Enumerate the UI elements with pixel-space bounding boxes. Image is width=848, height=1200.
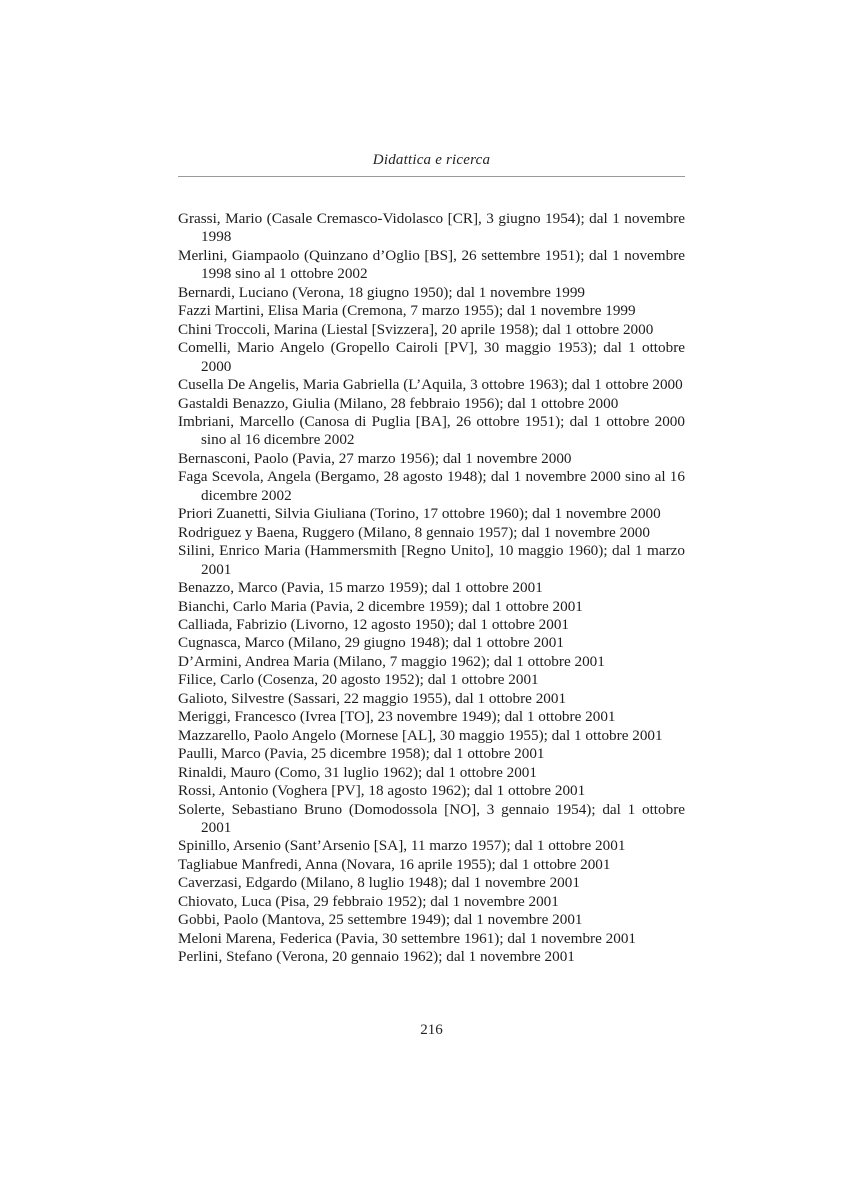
list-entry: Grassi, Mario (Casale Cremasco-Vidolasco [CR], 3 giugno 1954); dal 1 novembre 1998 (178, 210, 685, 246)
list-entry: Cusella De Angelis, Maria Gabriella (L’Aquila, 3 ottobre 1963); dal 1 ottobre 2000 (178, 376, 683, 394)
list-entry: Silini, Enrico Maria (Hammersmith [Regno Unito], 10 maggio 1960); dal 1 marzo 2001 (178, 542, 685, 578)
header-rule (178, 176, 685, 177)
list-entry: Gastaldi Benazzo, Giulia (Milano, 28 febbraio 1956); dal 1 ottobre 2000 (178, 394, 619, 412)
list-entry: Perlini, Stefano (Verona, 20 gennaio 1962); dal 1 novembre 2001 (178, 948, 575, 966)
page-content (178, 152, 685, 967)
list-entry: Imbriani, Marcello (Canosa di Puglia [BA], 26 ottobre 1951); dal 1 ottobre 2000 sino al 16 dicembre 2002 (178, 412, 685, 449)
list-entry: Bernasconi, Paolo (Pavia, 27 marzo 1956); dal 1 novembre 2000 (178, 449, 572, 467)
list-entry: Caverzasi, Edgardo (Milano, 8 luglio 1948); dal 1 novembre 2001 (178, 874, 580, 892)
running-head: Didattica e ricerca (372, 152, 491, 168)
page-number: 216 (420, 1022, 443, 1038)
list-entry: Galioto, Silvestre (Sassari, 22 maggio 1955), dal 1 ottobre 2001 (178, 689, 567, 707)
list-entry: Meloni Marena, Federica (Pavia, 30 settembre 1961); dal 1 novembre 2001 (178, 929, 637, 947)
list-entry: Benazzo, Marco (Pavia, 15 marzo 1959); dal 1 ottobre 2001 (178, 579, 543, 597)
list-entry: Paulli, Marco (Pavia, 25 dicembre 1958); dal 1 ottobre 2001 (178, 745, 545, 763)
list-entry: Cugnasca, Marco (Milano, 29 giugno 1948); dal 1 ottobre 2001 (178, 634, 564, 652)
list-entry: Comelli, Mario Angelo (Gropello Cairoli [PV], 30 maggio 1953); dal 1 ottobre 2000 (178, 339, 685, 375)
list-entry: Bernardi, Luciano (Verona, 18 giugno 1950); dal 1 novembre 1999 (178, 283, 586, 301)
entry-list (178, 210, 685, 967)
list-entry: Rossi, Antonio (Voghera [PV], 18 agosto 1962); dal 1 ottobre 2001 (178, 782, 586, 800)
list-entry: Chiovato, Luca (Pisa, 29 febbraio 1952); dal 1 novembre 2001 (178, 892, 559, 910)
list-entry: Mazzarello, Paolo Angelo (Mornese [AL], 30 maggio 1955); dal 1 ottobre 2001 (178, 726, 663, 744)
list-entry: Tagliabue Manfredi, Anna (Novara, 16 aprile 1955); dal 1 ottobre 2001 (178, 855, 611, 873)
list-entry: D’Armini, Andrea Maria (Milano, 7 maggio 1962); dal 1 ottobre 2001 (178, 652, 605, 670)
list-entry: Rinaldi, Mauro (Como, 31 luglio 1962); dal 1 ottobre 2001 (178, 763, 537, 781)
list-entry: Bianchi, Carlo Maria (Pavia, 2 dicembre 1959); dal 1 ottobre 2001 (178, 597, 583, 615)
list-entry: Calliada, Fabrizio (Livorno, 12 agosto 1950); dal 1 ottobre 2001 (178, 615, 570, 633)
list-entry: Solerte, Sebastiano Bruno (Domodossola [NO], 3 gennaio 1954); dal 1 ottobre 2001 (178, 800, 685, 836)
list-entry: Gobbi, Paolo (Mantova, 25 settembre 1949); dal 1 novembre 2001 (178, 911, 583, 929)
list-entry: Spinillo, Arsenio (Sant’Arsenio [SA], 11 marzo 1957); dal 1 ottobre 2001 (178, 837, 626, 855)
list-entry: Fazzi Martini, Elisa Maria (Cremona, 7 marzo 1955); dal 1 novembre 1999 (178, 302, 636, 320)
list-entry: Merlini, Giampaolo (Quinzano d’Oglio [BS], 26 settembre 1951); dal 1 novembre 1998 sino al 1 ottobre 2002 (178, 246, 685, 283)
list-entry: Priori Zuanetti, Silvia Giuliana (Torino, 17 ottobre 1960); dal 1 novembre 2000 (178, 505, 661, 523)
list-entry: Meriggi, Francesco (Ivrea [TO], 23 novembre 1949); dal 1 ottobre 2001 (178, 708, 616, 726)
list-entry: Faga Scevola, Angela (Bergamo, 28 agosto 1948); dal 1 novembre 2000 sino al 16 dicembre 2002 (178, 468, 685, 504)
list-entry: Rodriguez y Baena, Ruggero (Milano, 8 gennaio 1957); dal 1 novembre 2000 (178, 523, 650, 541)
list-entry: Chini Troccoli, Marina (Liestal [Svizzera], 20 aprile 1958); dal 1 ottobre 2000 (178, 320, 654, 338)
list-entry: Filice, Carlo (Cosenza, 20 agosto 1952); dal 1 ottobre 2001 (178, 671, 539, 689)
